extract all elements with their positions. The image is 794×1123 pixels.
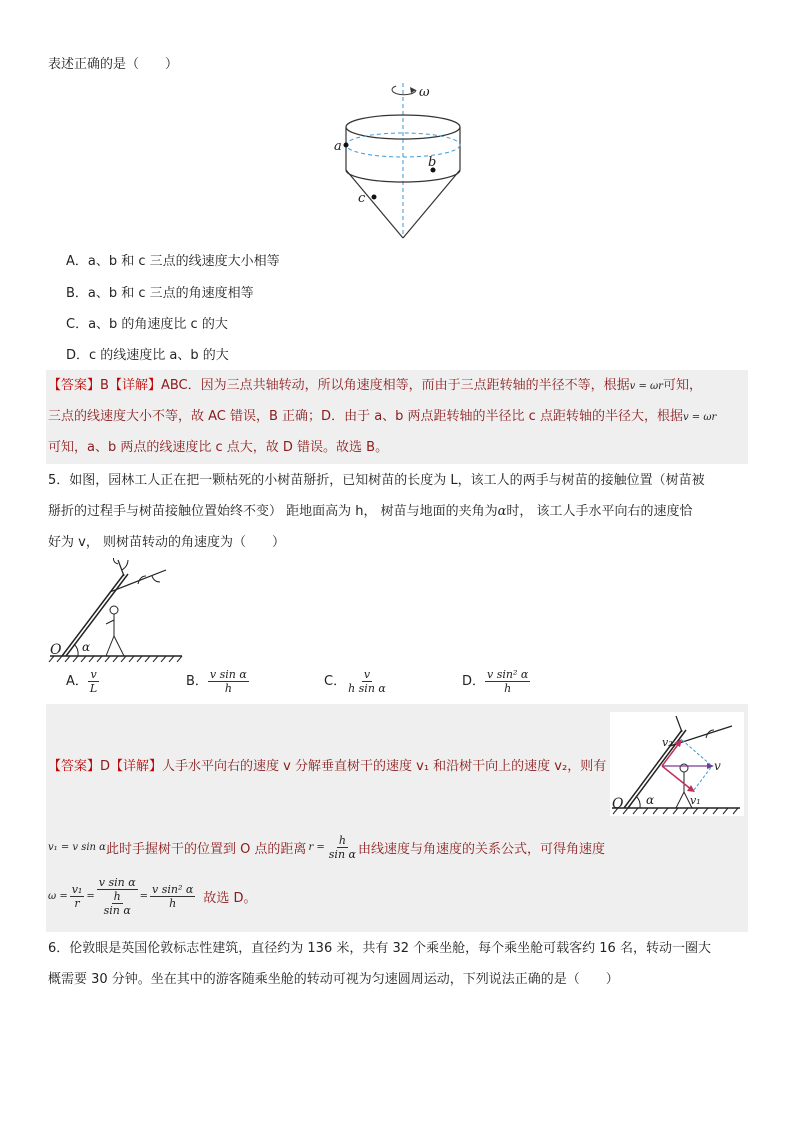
q5-option-d[interactable]: D． $\frac{\text{v sin² α}}{h}$ xyxy=(462,668,529,695)
b-label: b xyxy=(428,155,437,170)
v-label: v xyxy=(714,759,721,773)
q4-answer-line1: 【答案】B【详解】ABC．因为三点共轴转动，所以角速度相等，而由于三点距转轴的半径不等，根据v = ωr可知， xyxy=(48,378,702,393)
v1-label: v₁ xyxy=(690,794,701,807)
q5-answer-line1: 【答案】D【详解】人手水平向右的速度 v 分解垂直树干的速度 v₁ 和沿树干向上的速度 v₂，则有 xyxy=(48,759,607,774)
velocity-decomposition-figure xyxy=(610,712,744,816)
q5-stem-line3: 好为 v， 则树苗转动的角速度为（ ） xyxy=(48,535,285,550)
rotating-cone-figure xyxy=(330,78,470,243)
q5-option-a[interactable]: A． $\frac{v}{L}$ xyxy=(66,668,98,695)
q5-answer-line3: ω = $\frac{\text{v₁}}{r}$ = v sin α h sin α = $\frac{\text{v sin² α}}{h}$ 故选 D。 xyxy=(48,876,257,917)
omega-label: ω xyxy=(419,85,430,100)
q5-answer-line2: v₁ = v sin α 此时手握树干的位置到 O 点的距离 r = $\frac{h}{\text{sin α}}$ 由线速度与角速度的关系公式，可得角速度 xyxy=(48,834,605,861)
q4-answer-line3: 可知，a、b 两点的线速度比 c 点大，故 D 错误。故选 B。 xyxy=(48,440,389,455)
q4-option-d[interactable]: D．c 的线速度比 a、b 的大 xyxy=(66,348,229,363)
alpha-label: α xyxy=(82,640,91,654)
c-label: c xyxy=(358,191,366,206)
q5-stem-line1: 5．如图，园林工人正在把一颗枯死的小树苗掰折，已知树苗的长度为 L，该工人的两手与树苗的接触位置（树苗被 xyxy=(48,473,705,488)
q6-stem-line2: 概需要 30 分钟。坐在其中的游客随乘坐舱的转动可视为匀速圆周运动，下列说法正确的是（ ） xyxy=(48,972,619,987)
o-label-answer: O xyxy=(612,796,624,812)
a-label: a xyxy=(334,139,342,154)
q4-option-c[interactable]: C．a、b 的角速度比 c 的大 xyxy=(66,317,228,332)
q4-option-b[interactable]: B．a、b 和 c 三点的角速度相等 xyxy=(66,286,254,301)
point-c xyxy=(372,195,377,200)
q6-stem-line1: 6．伦敦眼是英国伦敦标志性建筑，直径约为 136 米，共有 32 个乘坐舱，每个乘坐舱可载客约 16 名，转动一圈大 xyxy=(48,941,711,956)
q5-option-b[interactable]: B． $\frac{\text{v sin α}}{h}$ xyxy=(186,668,247,695)
q5-stem-line2: 掰折的过程手与树苗接触位置始终不变） 距地面高为 h， 树苗与地面的夹角为α时， 该工人手水平向右的速度恰 xyxy=(48,504,693,519)
o-label: O xyxy=(50,642,62,658)
q4-answer-line2: 三点的线速度大小不等，故 AC 错误，B 正确；D．由于 a、b 两点距转轴的半径比 c 点距转轴的半径大，根据v = ωr xyxy=(48,409,717,424)
q5-option-c[interactable]: C． $\frac{v}{\text{h sin α}}$ xyxy=(324,668,386,695)
point-a xyxy=(344,143,349,148)
q4-intro: 表述正确的是（ ） xyxy=(48,57,179,72)
q4-option-a[interactable]: A．a、b 和 c 三点的线速度大小相等 xyxy=(66,254,280,269)
tree-worker-figure xyxy=(48,558,188,662)
v2-label: v₂ xyxy=(662,736,673,749)
alpha-label-answer: α xyxy=(646,793,655,807)
